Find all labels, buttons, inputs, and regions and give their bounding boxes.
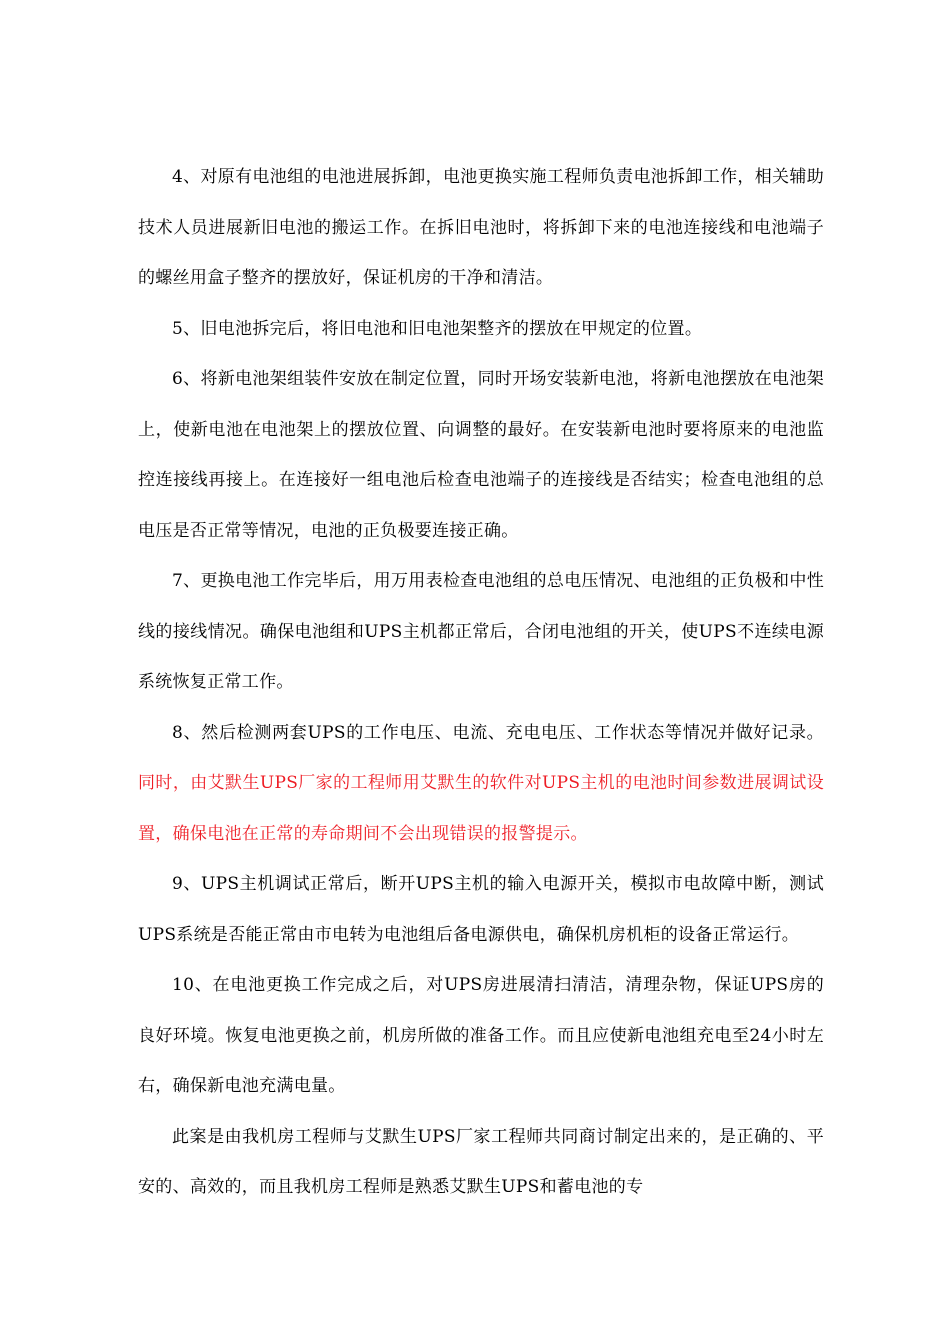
paragraph-step-8-text: 8、然后检测两套UPS的工作电压、电流、充电电压、工作状态等情况并做好记录。 [172,722,824,743]
document-body [138,152,824,1213]
paragraph-step-5: 5、旧电池拆完后，将旧电池和旧电池架整齐的摆放在甲规定的位置。 [172,318,703,339]
paragraph-step-6: 6、将新电池架组装件安放在制定位置，同时开场安装新电池，将新电池摆放在电池架上，使新电池在电池架上的摆放位置、向调整的最好。在安装新电池时要将原来的电池监控连接线再接上。在连接好一组电池后检查电池端子的连接线是否结实；检查电池组的总电压是否正常等情况，电池的正负极要连接正确。 [138,369,824,541]
paragraph-step-8-highlight: 同时，由艾默生UPS厂家的工程师用艾默生的软件对UPS主机的电池时间参数进展调试设置，确保电池在正常的寿命期间不会出现错误的报警提示。 [138,773,824,844]
paragraph-step-9: 9、UPS主机调试正常后，断开UPS主机的输入电源开关，模拟市电故障中断，测试UPS系统是否能正常由市电转为电池组后备电源供电，确保机房机柜的设备正常运行。 [138,874,824,945]
paragraph-step-7: 7、更换电池工作完毕后，用万用表检查电池组的总电压情况、电池组的正负极和中性线的接线情况。确保电池组和UPS主机都正常后，合闭电池组的开关，使UPS不连续电源系统恢复正常工作。 [138,571,824,692]
paragraph-step-4: 4、对原有电池组的电池进展拆卸，电池更换实施工程师负责电池拆卸工作，相关辅助技术人员进展新旧电池的搬运工作。在拆旧电池时，将拆卸下来的电池连接线和电池端子的螺丝用盒子整齐的摆放好，保证机房的干净和清洁。 [138,167,824,288]
paragraph-step-8 [138,708,824,860]
paragraph-closing: 此案是由我机房工程师与艾默生UPS厂家工程师共同商讨制定出来的，是正确的、平安的、高效的，而且我机房工程师是熟悉艾默生UPS和蓄电池的专 [138,1126,824,1197]
paragraph-step-10: 10、在电池更换工作完成之后，对UPS房进展清扫清洁，清理杂物，保证UPS房的良好环境。恢复电池更换之前，机房所做的准备工作。而且应使新电池组充电至24小时左右，确保新电池充满电量。 [138,975,824,1096]
